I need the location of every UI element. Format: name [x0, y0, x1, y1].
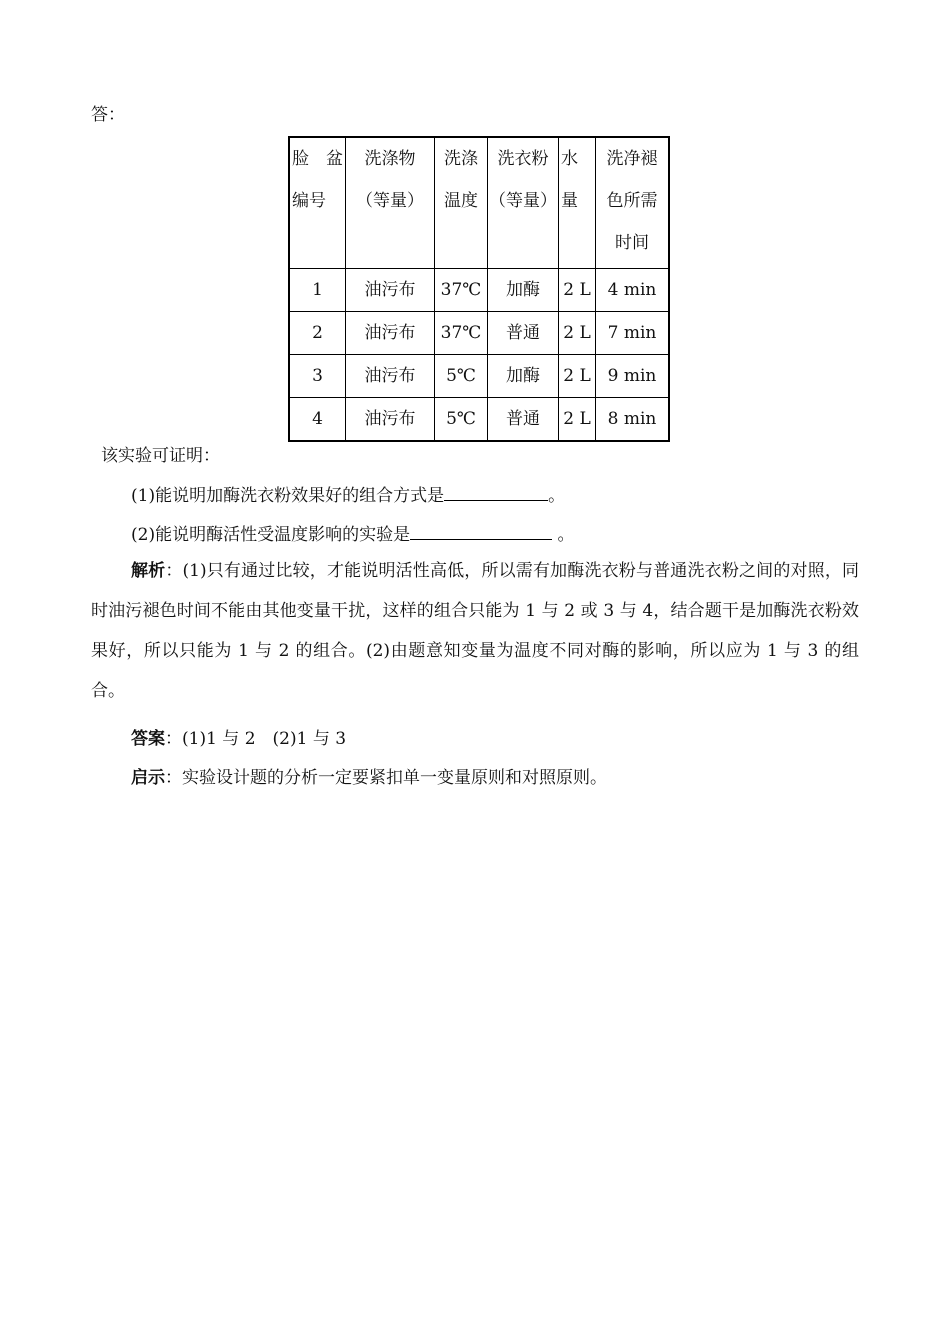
hint-line [131, 763, 607, 788]
analysis-text: ：(1)只有通过比较，才能说明活性高低，所以需有加酶洗衣粉与普通洗衣粉之间的对照，同时油污褪色时间不能由其他变量干扰，这样的组合只能为 1 与 2 或 3 与 4，结合题干是加酶洗衣粉效果好，所以只能为 1 与 2 的组合。(2)由题意知变量为温度不同对酶的影响，所以应为 1 与 3 的组合。 [91, 561, 859, 701]
analysis-paragraph [91, 551, 859, 711]
cell-id: 4 [289, 398, 346, 442]
header-time-line1: 洗净褪 [606, 149, 658, 169]
header-basin-number-line2: 编号 [292, 191, 326, 211]
cell-temp: 5℃ [435, 398, 488, 442]
cell-water: 2 L [559, 355, 596, 398]
header-wash-item-line1: 洗涤物 [364, 149, 416, 169]
question-1-text: (1)能说明加酶洗衣粉效果好的组合方式是 [131, 486, 445, 506]
cell-temp: 37℃ [435, 312, 488, 355]
header-water-line1: 水 [561, 149, 578, 169]
header-water-line2: 量 [561, 191, 578, 211]
header-wash-temp [435, 137, 488, 269]
cell-id: 3 [289, 355, 346, 398]
answer-lead: 答： [91, 105, 125, 125]
cell-id: 2 [289, 312, 346, 355]
cell-water: 2 L [559, 312, 596, 355]
header-water [559, 137, 596, 269]
header-powder-line1: 洗衣粉 [497, 149, 549, 169]
header-wash-temp-line2: 温度 [444, 191, 478, 211]
cell-time: 9 min [596, 355, 670, 398]
hint-label: 启示 [131, 768, 165, 788]
table-row [289, 355, 669, 398]
cell-item: 油污布 [346, 398, 435, 442]
table-row [289, 312, 669, 355]
header-time [596, 137, 670, 269]
header-powder-line2: （等量） [489, 191, 557, 211]
answer-blank-2[interactable] [410, 521, 552, 540]
cell-item: 油污布 [346, 312, 435, 355]
analysis-label: 解析 [131, 561, 166, 581]
experiment-table [288, 136, 670, 442]
cell-id: 1 [289, 269, 346, 312]
cell-item: 油污布 [346, 355, 435, 398]
header-wash-temp-line1: 洗涤 [444, 149, 478, 169]
answer-blank-1[interactable] [444, 482, 548, 501]
cell-water: 2 L [559, 398, 596, 442]
cell-item: 油污布 [346, 269, 435, 312]
table-header-row [289, 137, 669, 269]
cell-temp: 37℃ [435, 269, 488, 312]
cell-powder: 普通 [488, 312, 559, 355]
cell-powder: 加酶 [488, 269, 559, 312]
question-1-end: 。 [548, 486, 566, 506]
header-basin-number-line1: 脸 盆 [292, 149, 343, 169]
header-powder [488, 137, 559, 269]
header-wash-item [346, 137, 435, 269]
question-2-text: (2)能说明酶活性受温度影响的实验是 [131, 525, 411, 545]
cell-time: 8 min [596, 398, 670, 442]
cell-powder: 加酶 [488, 355, 559, 398]
header-time-line2: 色所需 [606, 191, 658, 211]
table-row [289, 398, 669, 442]
header-basin-number [289, 137, 346, 269]
hint-text: ：实验设计题的分析一定要紧扣单一变量原则和对照原则。 [165, 768, 607, 788]
question-1 [131, 481, 565, 506]
cell-time: 4 min [596, 269, 670, 312]
table-row [289, 269, 669, 312]
header-time-line3: 时间 [615, 233, 649, 253]
answer-text: ：(1)1 与 2 (2)1 与 3 [165, 729, 347, 749]
question-2 [131, 520, 575, 545]
question-2-end: 。 [552, 525, 575, 545]
answer-line [131, 724, 346, 749]
cell-time: 7 min [596, 312, 670, 355]
cell-water: 2 L [559, 269, 596, 312]
header-wash-item-line2: （等量） [356, 191, 424, 211]
cell-powder: 普通 [488, 398, 559, 442]
answer-label: 答案 [131, 729, 165, 749]
conclusion-text: 该实验可证明： [101, 446, 220, 466]
cell-temp: 5℃ [435, 355, 488, 398]
